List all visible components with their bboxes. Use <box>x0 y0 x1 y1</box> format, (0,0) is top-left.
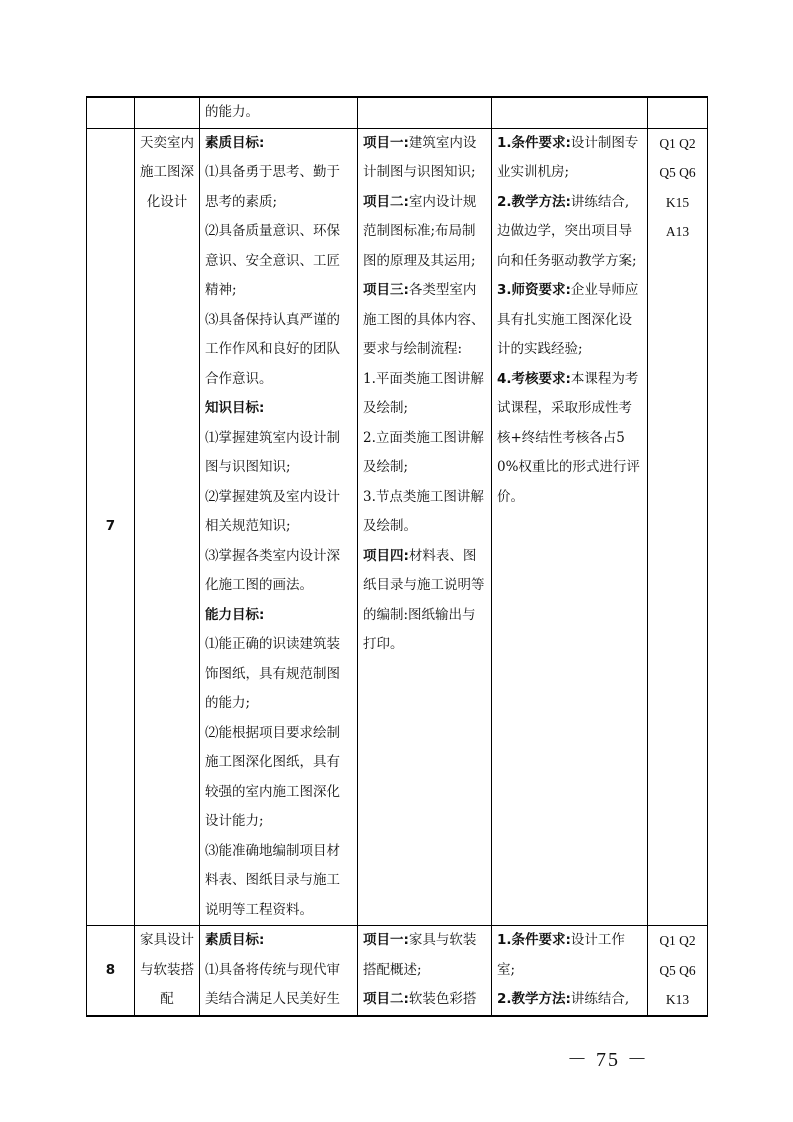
name-cell <box>135 97 200 128</box>
project-label: 项目四: <box>363 547 409 564</box>
project-text: 材料表、图纸目录与施工说明等的编制:图纸输出与打印。 <box>363 547 485 652</box>
course-name: 天奕室内施工图深化设计 <box>135 128 200 926</box>
project-text: 家具与软装搭配概述; <box>363 932 477 978</box>
ability-item: ⑶能准确地编制项目材料表、图纸目录与施工说明等工程资料。 <box>205 842 340 918</box>
quality-item: ⑴具备勇于思考、勤于思考的素质; <box>205 164 340 210</box>
project-label: 项目一: <box>363 932 409 948</box>
course-name: 家具设计与软装搭配 <box>135 926 200 1016</box>
requirements-cell <box>492 128 648 926</box>
quality-label: 素质目标: <box>205 134 265 151</box>
project-text: 软装色彩搭 <box>408 991 477 1007</box>
requirement-label: 2.教学方法: <box>497 991 571 1007</box>
code-line: A13 <box>665 224 690 239</box>
knowledge-item: ⑴掌握建筑室内设计制图与识图知识; <box>205 429 340 475</box>
project-subitem: 3.节点类施工图讲解及绘制。 <box>363 488 484 534</box>
ability-label: 能力目标: <box>205 606 265 623</box>
ability-item: ⑵能根据项目要求绘制施工图深化图纸，具有较强的室内施工图深化设计能力; <box>205 724 340 829</box>
project-text: 各类型室内施工图的具体内容、要求与绘制流程: <box>363 282 485 357</box>
project-label: 项目二: <box>363 991 409 1007</box>
knowledge-label: 知识目标: <box>205 400 265 416</box>
project-subitem: 2.立面类施工图讲解及绘制; <box>363 429 484 475</box>
num-cell <box>87 97 135 128</box>
objectives-text: 的能力。 <box>205 104 259 120</box>
course-number: 8 <box>87 926 135 1016</box>
code-line: Q5 Q6 <box>659 962 696 978</box>
code-line: Q5 Q6 <box>659 165 696 180</box>
quality-item: ⑵具备质量意识、环保意识、安全意识、工匠精神; <box>205 223 340 298</box>
objectives-cell <box>200 926 358 1016</box>
content-cell <box>358 97 492 128</box>
page-number: － 75 － <box>567 1049 649 1071</box>
quality-item: ⑶具备保持认真严谨的工作作风和良好的团队合作意识。 <box>205 311 340 387</box>
objectives-cell <box>200 128 358 926</box>
project-label: 项目一: <box>363 134 409 151</box>
content-cell <box>358 926 492 1016</box>
table-row-course-8 <box>87 926 708 1016</box>
requirements-cell <box>492 926 648 1016</box>
project-label: 项目三: <box>363 282 409 298</box>
requirement-text: 本课程为考试课程，采取形成性考核+终结性考核各占50%权重比的形式进行评价。 <box>497 370 640 505</box>
code-line: Q1 Q2 <box>659 933 696 948</box>
requirement-label: 2.教学方法: <box>497 193 571 210</box>
requirement-text: 讲练结合, <box>570 991 630 1007</box>
knowledge-item: ⑵掌握建筑及室内设计相关规范知识; <box>205 488 340 534</box>
competency-codes <box>648 926 708 1016</box>
competency-codes <box>648 128 708 926</box>
course-number: 7 <box>87 128 135 926</box>
code-line: K15 <box>665 194 690 210</box>
requirement-label: 1.条件要求: <box>497 932 571 948</box>
project-text: 建筑室内设计制图与识图知识; <box>363 134 477 180</box>
objectives-cell <box>200 97 358 128</box>
code-line: K13 <box>665 992 690 1007</box>
requirement-text: 设计制图专业实训机房; <box>497 134 639 180</box>
knowledge-item: ⑶掌握各类室内设计深化施工图的画法。 <box>205 547 340 593</box>
project-label: 项目二: <box>363 193 409 210</box>
project-text: 室内设计规范制图标准;布局制图的原理及其运用; <box>363 193 477 269</box>
requirement-text: 讲练结合,边做边学，突出项目导向和任务驱动教学方案; <box>497 193 637 269</box>
quality-label: 素质目标: <box>205 932 265 948</box>
code-cell <box>648 97 708 128</box>
requirement-text: 企业导师应具有扎实施工图深化设计的实践经验; <box>497 282 639 357</box>
requirements-cell <box>492 97 648 128</box>
curriculum-table <box>86 96 708 1017</box>
requirement-label: 1.条件要求: <box>497 134 571 151</box>
requirement-text: 设计工作室; <box>497 932 625 978</box>
code-line: Q1 Q2 <box>659 135 696 151</box>
project-subitem: 1.平面类施工图讲解及绘制; <box>363 370 484 416</box>
quality-item: ⑴具备将传统与现代审美结合满足人民美好生 <box>205 961 340 1007</box>
table-row-course-7 <box>87 128 708 926</box>
requirement-label: 4.考核要求: <box>497 370 571 387</box>
content-cell <box>358 128 492 926</box>
requirement-label: 3.师资要求: <box>497 282 571 298</box>
table-row-continued <box>87 97 708 128</box>
ability-item: ⑴能正确的识读建筑装饰图纸，具有规范制图的能力; <box>205 636 340 711</box>
